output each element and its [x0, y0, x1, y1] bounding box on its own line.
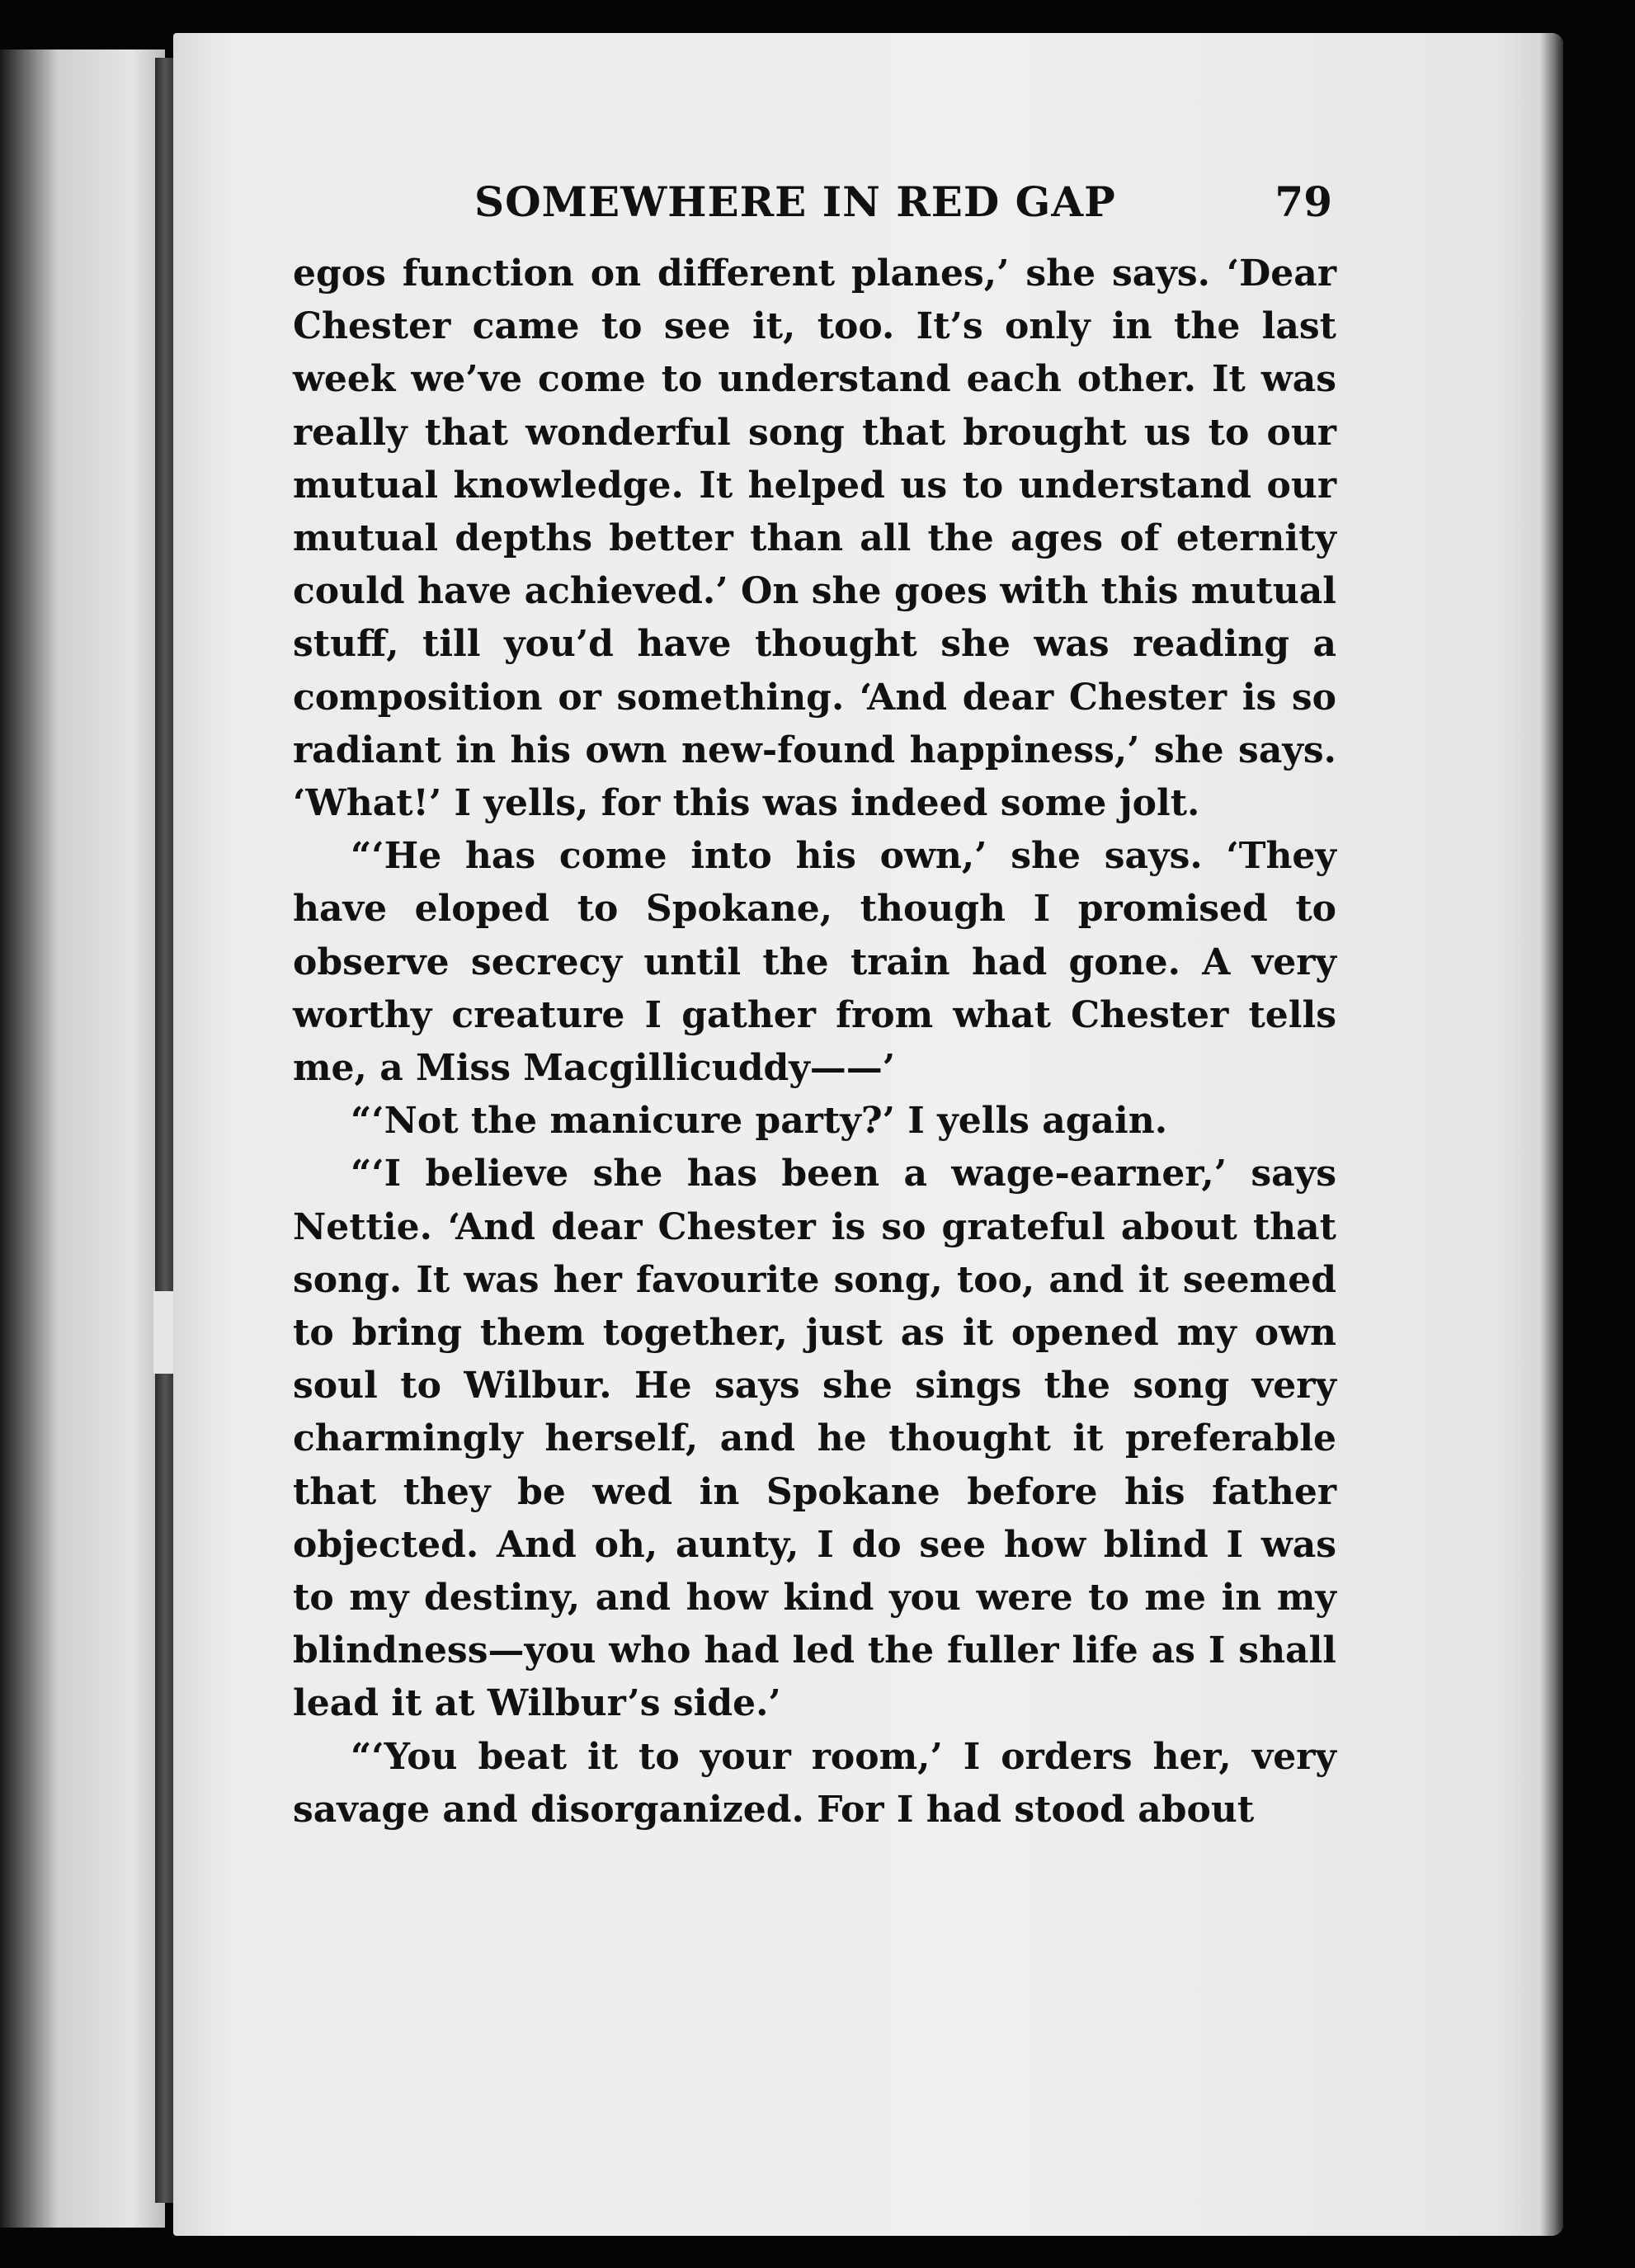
page-number: 79 [1275, 177, 1332, 226]
paragraph-2: “‘He has come into his own,’ she says. ‘They have eloped to Spokane, though I promised to observe secrecy until the train had gone. A very worthy creature I gather from what Chester tells me, a Miss Macgillicuddy——’ [293, 835, 1336, 1090]
body-text [293, 248, 1336, 1837]
paragraph-1: egos function on different planes,’ she says. ‘Dear Chester came to see it, too. It’s only in the last week we’ve come to understand each other. It was really that wonderful song that brought us to our mutual knowledge. It helped us to understand our mutual depths better than all the ages of eternity could have achieved.’ On she goes with this mutual stuff, till you’d have thought she was reading a composition or something. ‘And dear Chester is so radiant in his own new-found happiness,’ she says. ‘What!’ I yells, for this was indeed some jolt. [293, 252, 1336, 825]
previous-page-edge [0, 50, 165, 2228]
paragraph-3: “‘Not the manicure party?’ I yells again. [351, 1100, 1168, 1143]
running-head-title: SOMEWHERE IN RED GAP [474, 177, 1116, 226]
paragraph-5: “‘You beat it to your room,’ I orders her, very savage and disorganized. For I had stood about [293, 1735, 1336, 1831]
paragraph-4: “‘I believe she has been a wage-earner,’ says Nettie. ‘And dear Chester is so grateful about that song. It was her favourite song, too, and it seemed to bring them together, just as it opened my own soul to Wilbur. He says she sings the song very charmingly herself, and he thought it preferable that they be wed in Spokane before his father objected. And oh, aunty, I do see how blind I was to my destiny, and how kind you were to me in my blindness—you who had led the fuller life as I shall lead it at Wilbur’s side.’ [293, 1153, 1336, 1725]
page-edge-shadow [1540, 33, 1563, 2236]
running-head [293, 177, 1332, 235]
